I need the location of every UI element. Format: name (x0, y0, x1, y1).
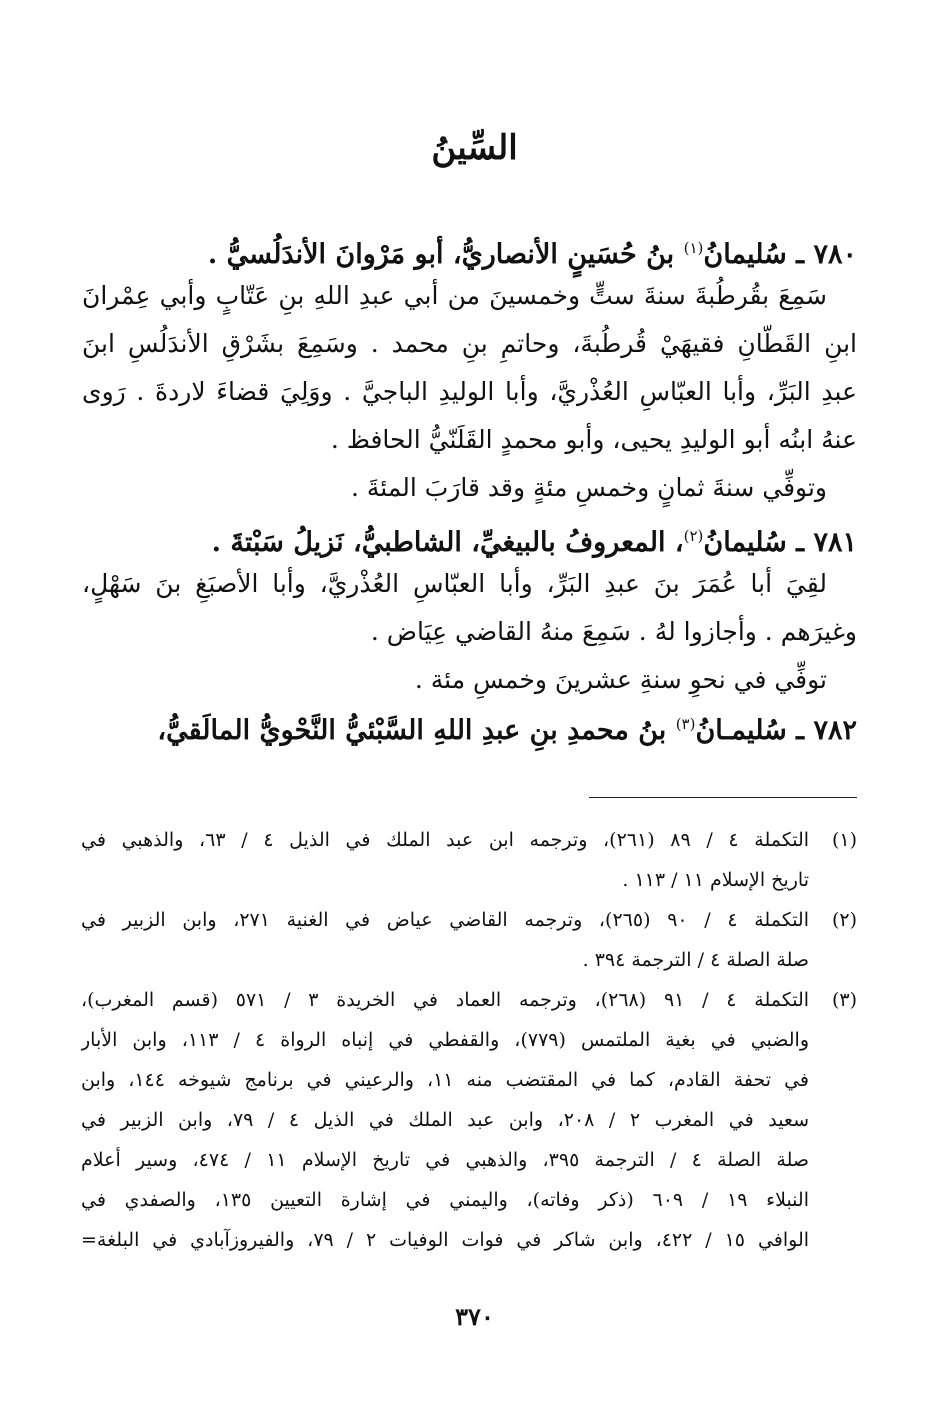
footnote-marker: (٢) (831, 909, 857, 931)
text-line: عبدِ البَرِّ، وأبا العبّاسِ العُذْريَّ، وأبا الوليدِ الباجيَّ . ووَلِيَ قضاءَ لاردةَ . رَوى (82, 377, 857, 406)
text-line: توفِّي في نحوِ سنةِ عشرينَ وخمسِ مئة . (414, 665, 827, 694)
entry-number: ٧٨٠ (813, 239, 857, 270)
footnote-line: في تحفة القادم، كما في المقتضب منه ١١، والرعيني في برنامج شيوخه ١٤٤، وابن (81, 1069, 809, 1091)
footnote-reference[interactable]: (٣) (675, 715, 696, 733)
footnote-line: الوافي ١٥ / ٤٢٢، وابن شاكر في فوات الوفيات ٢ / ٧٩، والفيروزآبادي في البلغة= (81, 1229, 809, 1251)
entry-name: سُليمـانُ (695, 715, 787, 746)
text-line: لقِيَ أبا عُمَرَ بنَ عبدِ البَرِّ، وأبا العبّاسِ العُذْريَّ، وأبا الأصبَغِ بنَ سَهْلٍ، (82, 569, 827, 598)
entry-heading: ٧٨٢ ـ سُليمـانُ$^{(٣)}$ بنُ محمدِ بنِ عبدِ اللهِ السَّبْئيُّ النَّحْويُّ المالَقيُّ، (157, 715, 857, 746)
footnote-line: التكملة ٤ / ٩١ (٢٦٨)، وترجمه العماد في الخريدة ٣ / ٥٧١ (قسم المغرب)، (81, 989, 809, 1011)
text-line: ابنِ القَطّانِ فقيهَيْ قُرطُبةَ، وحاتمِ بنِ محمد . وسَمِعَ بشَرْقِ الأندَلُسِ ابنَ (82, 329, 857, 358)
entry-heading-rest: بنُ حُسَينٍ الأنصاريُّ، أبو مَرْوانَ الأندَلُسيُّ . (207, 239, 675, 270)
text-line: عنهُ ابنُه أبو الوليدِ يحيى، وأبو محمدٍ القَلَنّيُّ الحافظ . (330, 425, 857, 454)
page-number: ٣٧٠ (455, 1302, 494, 1331)
text-line: وتوفِّي سنةَ ثمانٍ وخمسِ مئةٍ وقد قارَبَ المئةَ . (350, 473, 827, 502)
entry-heading: ٧٨١ ـ سُليمانُ$^{(٢)}$، المعروفُ بالبيغيِّ، الشاطبيُّ، نَزيلُ سَبْتةَ . (211, 527, 857, 558)
text-line: سَمِعَ بقُرطُبةَ سنةَ ستٍّ وخمسينَ من أبي عبدِ اللهِ بنِ عَتّابٍ وأبي عِمْرانَ (82, 281, 827, 310)
footnote-line: تاريخ الإسلام ١١ / ١١٣ . (622, 869, 809, 891)
entry-number: ٧٨٢ (813, 715, 857, 746)
entry-number: ٧٨١ (813, 527, 857, 558)
footnote-line: التكملة ٤ / ٩٠ (٢٦٥)، وترجمه القاضي عياض في الغنية ٢٧١، وابن الزبير في (81, 909, 809, 931)
footnote-marker: (٣) (831, 989, 857, 1011)
footnote-line: صلة الصلة ٤ / الترجمة ٣٩٤ . (582, 949, 809, 971)
footnote-reference[interactable]: (١) (683, 239, 704, 257)
footnote-reference[interactable]: (٢) (683, 527, 704, 545)
footnote-line: والضبي في بغية الملتمس (٧٧٩)، والقفطي في إنباه الرواة ٤ / ١١٣، وابن الأبار (81, 1029, 809, 1051)
footnote-separator (589, 797, 857, 798)
footnote-line: صلة الصلة ٤ / الترجمة ٣٩٥، والذهبي في تاريخ الإسلام ١١ / ٤٧٤، وسير أعلام (81, 1149, 809, 1171)
footnote-line: التكملة ٤ / ٨٩ (٢٦١)، وترجمه ابن عبد الملك في الذيل ٤ / ٦٣، والذهبي في (81, 829, 809, 851)
text-line: وغيرَهم . وأجازوا لهُ . سَمِعَ منهُ القاضي عِيَاض . (370, 617, 857, 646)
entry-name: سُليمانُ (703, 527, 787, 558)
entry-heading-rest: ، المعروفُ بالبيغيِّ، الشاطبيُّ، نَزيلُ سَبْتةَ . (211, 527, 684, 558)
entry-name: سُليمانُ (703, 239, 787, 270)
footnote-marker: (١) (831, 829, 857, 851)
section-heading: السِّينُ (431, 128, 518, 168)
footnote-line: سعيد في المغرب ٢ / ٢٠٨، وابن عبد الملك في الذيل ٤ / ٧٩، وابن الزبير في (81, 1109, 809, 1131)
footnote-line: النبلاء ١٩ / ٦٠٩ (ذكر وفاته)، واليمني في إشارة التعيين ١٣٥، والصفدي في (81, 1189, 809, 1211)
entry-heading-rest: بنُ محمدِ بنِ عبدِ اللهِ السَّبْئيُّ النَّحْويُّ المالَقيُّ، (157, 715, 667, 746)
entry-heading: ٧٨٠ ـ سُليمانُ$^{(١)}$ بنُ حُسَينٍ الأنصاريُّ، أبو مَرْوانَ الأندَلُسيُّ . (207, 239, 857, 270)
